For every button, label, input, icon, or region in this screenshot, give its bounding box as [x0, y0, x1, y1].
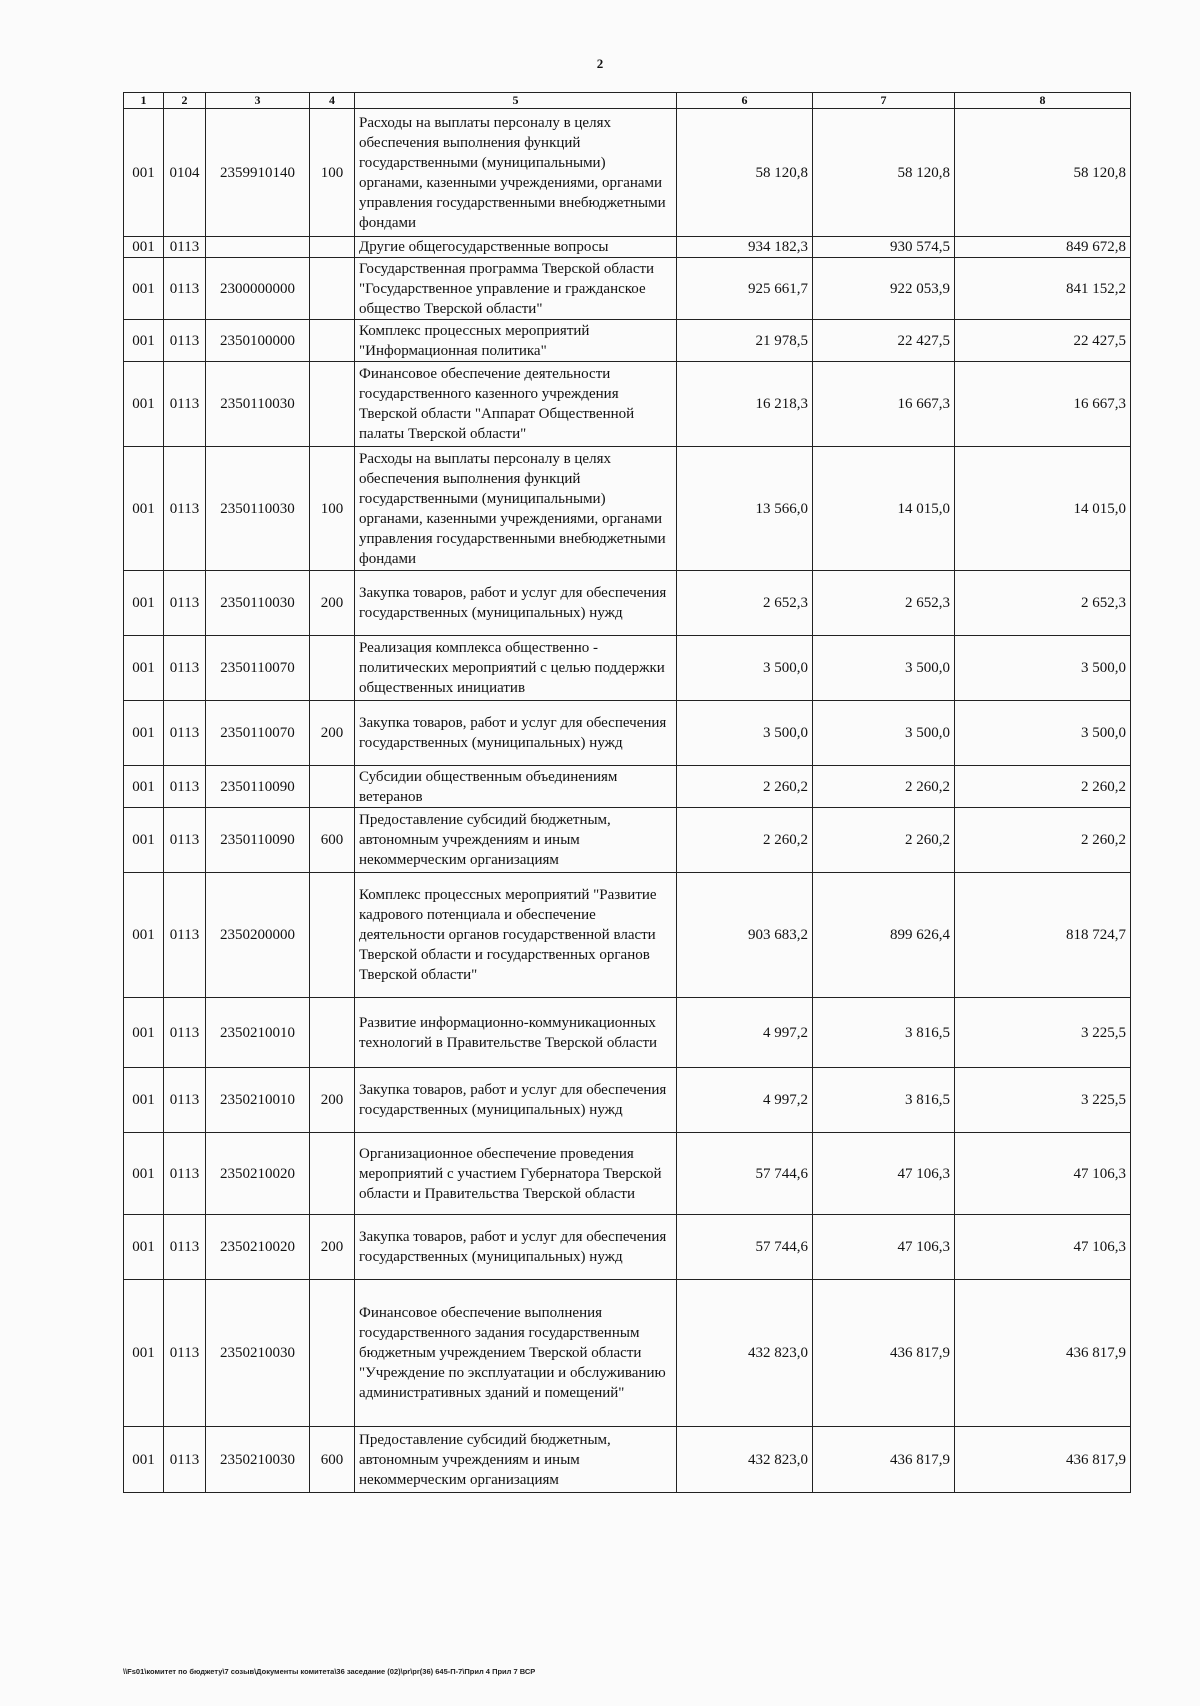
section-code-cell: 0113 [164, 808, 206, 873]
amount-col7-cell: 922 053,9 [813, 258, 955, 320]
amount-col7-cell: 47 106,3 [813, 1215, 955, 1280]
amount-col8-cell: 47 106,3 [955, 1215, 1131, 1280]
amount-col6-cell: 432 823,0 [677, 1280, 813, 1427]
expense-type-cell: 600 [310, 1427, 355, 1493]
column-header-1: 1 [124, 93, 164, 109]
expense-type-cell [310, 1133, 355, 1215]
section-code-cell: 0113 [164, 766, 206, 808]
expense-type-cell: 600 [310, 808, 355, 873]
target-article-cell: 2350210010 [206, 1068, 310, 1133]
amount-col7-cell: 3 816,5 [813, 998, 955, 1068]
owner-code-cell: 001 [124, 873, 164, 998]
item-name-cell: Финансовое обеспечение деятельности государственного казенного учреждения Тверской области "Аппарат Общественной палаты Тверской области" [355, 362, 677, 447]
expense-type-cell [310, 636, 355, 701]
column-header-6: 6 [677, 93, 813, 109]
amount-col8-cell: 2 260,2 [955, 808, 1131, 873]
table-row [124, 766, 1131, 808]
target-article-cell [206, 237, 310, 258]
table-row [124, 1215, 1131, 1280]
amount-col7-cell: 2 260,2 [813, 808, 955, 873]
owner-code-cell: 001 [124, 362, 164, 447]
section-code-cell: 0113 [164, 1133, 206, 1215]
expense-type-cell [310, 320, 355, 362]
target-article-cell: 2350210030 [206, 1280, 310, 1427]
amount-col8-cell: 3 500,0 [955, 701, 1131, 766]
section-code-cell: 0113 [164, 1215, 206, 1280]
amount-col7-cell: 3 816,5 [813, 1068, 955, 1133]
expense-type-cell [310, 237, 355, 258]
owner-code-cell: 001 [124, 1427, 164, 1493]
table-row [124, 447, 1131, 571]
amount-col8-cell: 58 120,8 [955, 109, 1131, 237]
target-article-cell: 2350110030 [206, 447, 310, 571]
item-name-cell: Развитие информационно-коммуникационных технологий в Правительстве Тверской области [355, 998, 677, 1068]
amount-col6-cell: 4 997,2 [677, 1068, 813, 1133]
amount-col7-cell: 58 120,8 [813, 109, 955, 237]
table-row [124, 1133, 1131, 1215]
item-name-cell: Организационное обеспечение проведения мероприятий с участием Губернатора Тверской области и Правительства Тверской области [355, 1133, 677, 1215]
item-name-cell: Расходы на выплаты персоналу в целях обеспечения выполнения функций государственными (муниципальными) органами, казенными учреждениями, органами управления государственными внебюджетными фондами [355, 109, 677, 237]
amount-col6-cell: 3 500,0 [677, 636, 813, 701]
item-name-cell: Расходы на выплаты персоналу в целях обеспечения выполнения функций государственными (муниципальными) органами, казенными учреждениями, органами управления государственными внебюджетными фондами [355, 447, 677, 571]
table-row [124, 873, 1131, 998]
owner-code-cell: 001 [124, 701, 164, 766]
amount-col8-cell: 818 724,7 [955, 873, 1131, 998]
amount-col6-cell: 2 652,3 [677, 571, 813, 636]
table-row [124, 1068, 1131, 1133]
amount-col7-cell: 3 500,0 [813, 701, 955, 766]
item-name-cell: Предоставление субсидий бюджетным, автономным учреждениям и иным некоммерческим организациям [355, 1427, 677, 1493]
expense-type-cell: 100 [310, 447, 355, 571]
table-row [124, 320, 1131, 362]
amount-col6-cell: 934 182,3 [677, 237, 813, 258]
amount-col7-cell: 22 427,5 [813, 320, 955, 362]
target-article-cell: 2350210020 [206, 1133, 310, 1215]
amount-col8-cell: 22 427,5 [955, 320, 1131, 362]
amount-col8-cell: 436 817,9 [955, 1280, 1131, 1427]
section-code-cell: 0113 [164, 237, 206, 258]
owner-code-cell: 001 [124, 258, 164, 320]
amount-col7-cell: 47 106,3 [813, 1133, 955, 1215]
target-article-cell: 2350210020 [206, 1215, 310, 1280]
amount-col7-cell: 2 260,2 [813, 766, 955, 808]
column-header-8: 8 [955, 93, 1131, 109]
section-code-cell: 0113 [164, 998, 206, 1068]
section-code-cell: 0104 [164, 109, 206, 237]
target-article-cell: 2350100000 [206, 320, 310, 362]
section-code-cell: 0113 [164, 447, 206, 571]
table-row [124, 362, 1131, 447]
amount-col8-cell: 436 817,9 [955, 1427, 1131, 1493]
owner-code-cell: 001 [124, 1133, 164, 1215]
target-article-cell: 2350210030 [206, 1427, 310, 1493]
owner-code-cell: 001 [124, 1215, 164, 1280]
owner-code-cell: 001 [124, 237, 164, 258]
amount-col6-cell: 4 997,2 [677, 998, 813, 1068]
target-article-cell: 2350110070 [206, 701, 310, 766]
column-header-7: 7 [813, 93, 955, 109]
owner-code-cell: 001 [124, 571, 164, 636]
section-code-cell: 0113 [164, 258, 206, 320]
amount-col8-cell: 47 106,3 [955, 1133, 1131, 1215]
amount-col7-cell: 436 817,9 [813, 1427, 955, 1493]
amount-col8-cell: 16 667,3 [955, 362, 1131, 447]
table-row [124, 701, 1131, 766]
expense-type-cell: 200 [310, 1068, 355, 1133]
amount-col6-cell: 57 744,6 [677, 1215, 813, 1280]
amount-col7-cell: 436 817,9 [813, 1280, 955, 1427]
amount-col6-cell: 903 683,2 [677, 873, 813, 998]
target-article-cell: 2300000000 [206, 258, 310, 320]
item-name-cell: Закупка товаров, работ и услуг для обеспечения государственных (муниципальных) нужд [355, 1215, 677, 1280]
page-number: 2 [596, 56, 604, 71]
amount-col6-cell: 57 744,6 [677, 1133, 813, 1215]
expense-type-cell: 200 [310, 1215, 355, 1280]
item-name-cell: Государственная программа Тверской области "Государственное управление и гражданское общество Тверской области" [355, 258, 677, 320]
table-row [124, 1280, 1131, 1427]
table-row [124, 636, 1131, 701]
table-row [124, 237, 1131, 258]
target-article-cell: 2350210010 [206, 998, 310, 1068]
amount-col7-cell: 899 626,4 [813, 873, 955, 998]
amount-col8-cell: 2 260,2 [955, 766, 1131, 808]
amount-col6-cell: 2 260,2 [677, 808, 813, 873]
item-name-cell: Закупка товаров, работ и услуг для обеспечения государственных (муниципальных) нужд [355, 1068, 677, 1133]
section-code-cell: 0113 [164, 1280, 206, 1427]
amount-col6-cell: 16 218,3 [677, 362, 813, 447]
column-header-3: 3 [206, 93, 310, 109]
column-header-2: 2 [164, 93, 206, 109]
expense-type-cell [310, 873, 355, 998]
table-row [124, 571, 1131, 636]
owner-code-cell: 001 [124, 636, 164, 701]
section-code-cell: 0113 [164, 362, 206, 447]
item-name-cell: Закупка товаров, работ и услуг для обеспечения государственных (муниципальных) нужд [355, 571, 677, 636]
item-name-cell: Другие общегосударственные вопросы [355, 237, 677, 258]
expense-type-cell: 200 [310, 701, 355, 766]
budget-table [123, 92, 1131, 1493]
amount-col8-cell: 2 652,3 [955, 571, 1131, 636]
target-article-cell: 2350110090 [206, 766, 310, 808]
amount-col8-cell: 841 152,2 [955, 258, 1131, 320]
table-row [124, 1427, 1131, 1493]
target-article-cell: 2350110030 [206, 362, 310, 447]
amount-col7-cell: 930 574,5 [813, 237, 955, 258]
item-name-cell: Реализация комплекса общественно - политических мероприятий с целью поддержки общественных инициатив [355, 636, 677, 701]
amount-col7-cell: 16 667,3 [813, 362, 955, 447]
target-article-cell: 2350200000 [206, 873, 310, 998]
amount-col7-cell: 14 015,0 [813, 447, 955, 571]
expense-type-cell [310, 766, 355, 808]
owner-code-cell: 001 [124, 109, 164, 237]
amount-col6-cell: 58 120,8 [677, 109, 813, 237]
item-name-cell: Финансовое обеспечение выполнения государственного задания государственным бюджетным учреждением Тверской области "Учреждение по эксплуатации и обслуживанию административных зданий и помещений" [355, 1280, 677, 1427]
amount-col7-cell: 2 652,3 [813, 571, 955, 636]
amount-col8-cell: 3 225,5 [955, 998, 1131, 1068]
expense-type-cell [310, 258, 355, 320]
target-article-cell: 2350110030 [206, 571, 310, 636]
column-header-5: 5 [355, 93, 677, 109]
owner-code-cell: 001 [124, 998, 164, 1068]
table-row [124, 808, 1131, 873]
owner-code-cell: 001 [124, 447, 164, 571]
item-name-cell: Закупка товаров, работ и услуг для обеспечения государственных (муниципальных) нужд [355, 701, 677, 766]
expense-type-cell [310, 362, 355, 447]
item-name-cell: Субсидии общественным объединениям ветеранов [355, 766, 677, 808]
amount-col8-cell: 3 225,5 [955, 1068, 1131, 1133]
owner-code-cell: 001 [124, 766, 164, 808]
amount-col8-cell: 14 015,0 [955, 447, 1131, 571]
owner-code-cell: 001 [124, 1068, 164, 1133]
owner-code-cell: 001 [124, 808, 164, 873]
section-code-cell: 0113 [164, 1427, 206, 1493]
section-code-cell: 0113 [164, 320, 206, 362]
section-code-cell: 0113 [164, 1068, 206, 1133]
amount-col6-cell: 3 500,0 [677, 701, 813, 766]
amount-col6-cell: 2 260,2 [677, 766, 813, 808]
target-article-cell: 2359910140 [206, 109, 310, 237]
item-name-cell: Комплекс процессных мероприятий "Развитие кадрового потенциала и обеспечение деятельности органов государственной власти Тверской области и государственных органов Тверской области" [355, 873, 677, 998]
column-header-4: 4 [310, 93, 355, 109]
expense-type-cell [310, 1280, 355, 1427]
expense-type-cell [310, 998, 355, 1068]
target-article-cell: 2350110090 [206, 808, 310, 873]
table-body [124, 109, 1131, 1493]
table-row [124, 258, 1131, 320]
amount-col8-cell: 3 500,0 [955, 636, 1131, 701]
section-code-cell: 0113 [164, 636, 206, 701]
target-article-cell: 2350110070 [206, 636, 310, 701]
footer-file-path: \\Fs01\комитет по бюджету\7 созыв\Документы комитета\36 заседание (02)\pr\pr(36) 645-П-7\Прил 4 Прил 7 ВСР [123, 1667, 536, 1676]
section-code-cell: 0113 [164, 571, 206, 636]
column-number-row [124, 93, 1131, 109]
expense-type-cell: 100 [310, 109, 355, 237]
amount-col6-cell: 13 566,0 [677, 447, 813, 571]
table-row [124, 109, 1131, 237]
amount-col6-cell: 21 978,5 [677, 320, 813, 362]
item-name-cell: Комплекс процессных мероприятий "Информационная политика" [355, 320, 677, 362]
owner-code-cell: 001 [124, 320, 164, 362]
table-row [124, 998, 1131, 1068]
amount-col6-cell: 925 661,7 [677, 258, 813, 320]
amount-col7-cell: 3 500,0 [813, 636, 955, 701]
amount-col8-cell: 849 672,8 [955, 237, 1131, 258]
expense-type-cell: 200 [310, 571, 355, 636]
owner-code-cell: 001 [124, 1280, 164, 1427]
section-code-cell: 0113 [164, 873, 206, 998]
item-name-cell: Предоставление субсидий бюджетным, автономным учреждениям и иным некоммерческим организациям [355, 808, 677, 873]
section-code-cell: 0113 [164, 701, 206, 766]
amount-col6-cell: 432 823,0 [677, 1427, 813, 1493]
